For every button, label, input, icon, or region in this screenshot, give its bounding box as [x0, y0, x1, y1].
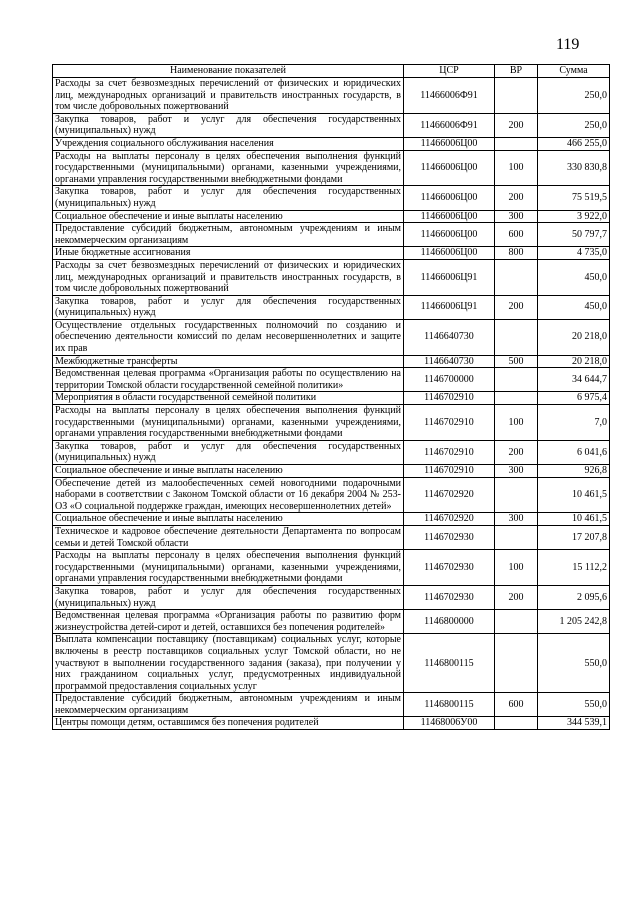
- row-vr: [495, 392, 538, 405]
- row-sum: 75 519,5: [538, 186, 610, 210]
- row-vr: 600: [495, 693, 538, 717]
- row-vr: 100: [495, 405, 538, 441]
- row-csr: 1146800000: [404, 610, 495, 634]
- row-sum: 4 735,0: [538, 247, 610, 260]
- row-sum: 344 539,1: [538, 717, 610, 730]
- row-csr: 1146800115: [404, 693, 495, 717]
- row-csr: 1146702930: [404, 585, 495, 609]
- row-sum: 2 095,6: [538, 585, 610, 609]
- row-vr: 600: [495, 223, 538, 247]
- row-name: Расходы за счет безвозмездных перечислений от физических и юридических лиц, международных организаций и правительств иностранных государств, в том числе добровольных пожертвований: [53, 259, 404, 295]
- row-name: Выплата компенсации поставщику (поставщикам) социальных услуг, которые включены в реестр поставщиков социальных услуг Томской области, но не участвуют в выполнении государственного задания (заказа), при получении у них гражданином социальных услуг, предусмотренных индивидуальной программой предоставления социальных услуг: [53, 634, 404, 693]
- row-vr: 500: [495, 355, 538, 368]
- row-name: Осуществление отдельных государственных полномочий по созданию и обеспечению деятельности комиссий по делам несовершеннолетних и защите их прав: [53, 319, 404, 355]
- row-vr: [495, 610, 538, 634]
- row-vr: 200: [495, 585, 538, 609]
- table-row: [53, 78, 610, 114]
- row-vr: 200: [495, 113, 538, 137]
- table-row: [53, 525, 610, 549]
- row-csr: 1146702910: [404, 392, 495, 405]
- row-sum: 10 461,5: [538, 477, 610, 513]
- row-sum: 1 205 242,8: [538, 610, 610, 634]
- row-name: Расходы на выплаты персоналу в целях обеспечения выполнения функций государственными (муниципальными) органами, казенными учреждениями, органами управления государственными внебюджетными фондами: [53, 150, 404, 186]
- row-sum: 15 112,2: [538, 550, 610, 586]
- table-row: [53, 186, 610, 210]
- table-row: [53, 247, 610, 260]
- row-csr: 1146702910: [404, 440, 495, 464]
- table-row: [53, 355, 610, 368]
- row-csr: 11466006Ц00: [404, 247, 495, 260]
- row-name: Обеспечение детей из малообеспеченных семей новогодними подарочными наборами в соответствии с Законом Томской области от 16 декабря 2004 № 253-ОЗ «О социальной поддержке граждан, имеющих несовершеннолетних детей»: [53, 477, 404, 513]
- row-csr: 11466006Ц00: [404, 223, 495, 247]
- row-vr: [495, 259, 538, 295]
- table-row: [53, 295, 610, 319]
- header-name: Наименование показателей: [53, 65, 404, 78]
- row-sum: 250,0: [538, 113, 610, 137]
- row-sum: 250,0: [538, 78, 610, 114]
- row-name: Закупка товаров, работ и услуг для обеспечения государственных (муниципальных) нужд: [53, 295, 404, 319]
- row-vr: 300: [495, 465, 538, 478]
- row-vr: [495, 525, 538, 549]
- row-name: Мероприятия в области государственной семейной политики: [53, 392, 404, 405]
- table-row: [53, 392, 610, 405]
- table-row: [53, 368, 610, 392]
- table-row: [53, 610, 610, 634]
- table-row: [53, 210, 610, 223]
- row-name: Иные бюджетные ассигнования: [53, 247, 404, 260]
- row-name: Центры помощи детям, оставшимся без попечения родителей: [53, 717, 404, 730]
- row-vr: [495, 137, 538, 150]
- row-name: Закупка товаров, работ и услуг для обеспечения государственных (муниципальных) нужд: [53, 186, 404, 210]
- table-row: [53, 440, 610, 464]
- row-sum: 10 461,5: [538, 513, 610, 526]
- table-row: [53, 259, 610, 295]
- row-csr: 1146702910: [404, 405, 495, 441]
- row-vr: 200: [495, 295, 538, 319]
- row-name: Закупка товаров, работ и услуг для обеспечения государственных (муниципальных) нужд: [53, 440, 404, 464]
- row-csr: 1146702930: [404, 525, 495, 549]
- table-row: [53, 513, 610, 526]
- row-vr: [495, 319, 538, 355]
- row-name: Предоставление субсидий бюджетным, автономным учреждениям и иным некоммерческим организациям: [53, 223, 404, 247]
- row-name: Закупка товаров, работ и услуг для обеспечения государственных (муниципальных) нужд: [53, 585, 404, 609]
- row-vr: 300: [495, 210, 538, 223]
- row-csr: 1146640730: [404, 355, 495, 368]
- row-vr: [495, 717, 538, 730]
- row-vr: [495, 78, 538, 114]
- row-csr: 1146702910: [404, 465, 495, 478]
- row-name: Социальное обеспечение и иные выплаты населению: [53, 210, 404, 223]
- row-name: Социальное обеспечение и иные выплаты населению: [53, 465, 404, 478]
- row-sum: 50 797,7: [538, 223, 610, 247]
- row-name: Расходы на выплаты персоналу в целях обеспечения выполнения функций государственными (муниципальными) органами, казенными учреждениями, органами управления государственными внебюджетными фондами: [53, 550, 404, 586]
- row-sum: 17 207,8: [538, 525, 610, 549]
- row-sum: 6 041,6: [538, 440, 610, 464]
- row-csr: 1146700000: [404, 368, 495, 392]
- row-sum: 550,0: [538, 634, 610, 693]
- row-csr: 11466006Ц00: [404, 210, 495, 223]
- table-row: [53, 634, 610, 693]
- header-vr: ВР: [495, 65, 538, 78]
- table-row: [53, 550, 610, 586]
- row-csr: 11468006У00: [404, 717, 495, 730]
- row-name: Ведомственная целевая программа «Организация работы по осуществлению на территории Томской области государственной семейной политики»: [53, 368, 404, 392]
- row-sum: 7,0: [538, 405, 610, 441]
- row-csr: 1146640730: [404, 319, 495, 355]
- header-csr: ЦСР: [404, 65, 495, 78]
- row-csr: 11466006Ф91: [404, 113, 495, 137]
- page-number: 119: [556, 36, 580, 53]
- row-sum: 450,0: [538, 259, 610, 295]
- row-sum: 20 218,0: [538, 319, 610, 355]
- row-vr: [495, 477, 538, 513]
- budget-table: [52, 64, 610, 730]
- row-sum: 450,0: [538, 295, 610, 319]
- table-row: [53, 693, 610, 717]
- header-sum: Сумма: [538, 65, 610, 78]
- row-sum: 466 255,0: [538, 137, 610, 150]
- table-row: [53, 137, 610, 150]
- row-name: Расходы на выплаты персоналу в целях обеспечения выполнения функций государственными (муниципальными) органами, казенными учреждениями, органами управления государственными внебюджетными фондами: [53, 405, 404, 441]
- row-csr: 1146800115: [404, 634, 495, 693]
- row-csr: 11466006Ц00: [404, 137, 495, 150]
- row-vr: 200: [495, 440, 538, 464]
- table-row: [53, 465, 610, 478]
- row-name: Расходы за счет безвозмездных перечислений от физических и юридических лиц, международных организаций и правительств иностранных государств, в том числе добровольных пожертвований: [53, 78, 404, 114]
- table-row: [53, 319, 610, 355]
- row-name: Техническое и кадровое обеспечение деятельности Департамента по вопросам семьи и детей Томской области: [53, 525, 404, 549]
- row-name: Учреждения социального обслуживания населения: [53, 137, 404, 150]
- table-row: [53, 585, 610, 609]
- row-vr: 100: [495, 550, 538, 586]
- row-sum: 34 644,7: [538, 368, 610, 392]
- row-name: Закупка товаров, работ и услуг для обеспечения государственных (муниципальных) нужд: [53, 113, 404, 137]
- row-sum: 6 975,4: [538, 392, 610, 405]
- row-csr: 11466006Ц91: [404, 295, 495, 319]
- row-csr: 11466006Ц00: [404, 186, 495, 210]
- row-csr: 11466006Ф91: [404, 78, 495, 114]
- row-csr: 1146702920: [404, 513, 495, 526]
- row-name: Предоставление субсидий бюджетным, автономным учреждениям и иным некоммерческим организациям: [53, 693, 404, 717]
- table-row: [53, 477, 610, 513]
- table-row: [53, 405, 610, 441]
- row-sum: 926,8: [538, 465, 610, 478]
- table-row: [53, 113, 610, 137]
- row-csr: 1146702930: [404, 550, 495, 586]
- row-sum: 20 218,0: [538, 355, 610, 368]
- row-vr: [495, 368, 538, 392]
- row-vr: [495, 634, 538, 693]
- table-header-row: [53, 65, 610, 78]
- row-csr: 1146702920: [404, 477, 495, 513]
- row-csr: 11466006Ц00: [404, 150, 495, 186]
- row-sum: 550,0: [538, 693, 610, 717]
- row-vr: 100: [495, 150, 538, 186]
- row-vr: 800: [495, 247, 538, 260]
- row-sum: 330 830,8: [538, 150, 610, 186]
- row-name: Межбюджетные трансферты: [53, 355, 404, 368]
- row-csr: 11466006Ц91: [404, 259, 495, 295]
- table-row: [53, 717, 610, 730]
- row-vr: 200: [495, 186, 538, 210]
- row-name: Ведомственная целевая программа «Организация работы по развитию форм жизнеустройства детей-сирот и детей, оставшихся без попечения родителей»: [53, 610, 404, 634]
- row-vr: 300: [495, 513, 538, 526]
- table-row: [53, 223, 610, 247]
- table-row: [53, 150, 610, 186]
- row-name: Социальное обеспечение и иные выплаты населению: [53, 513, 404, 526]
- row-sum: 3 922,0: [538, 210, 610, 223]
